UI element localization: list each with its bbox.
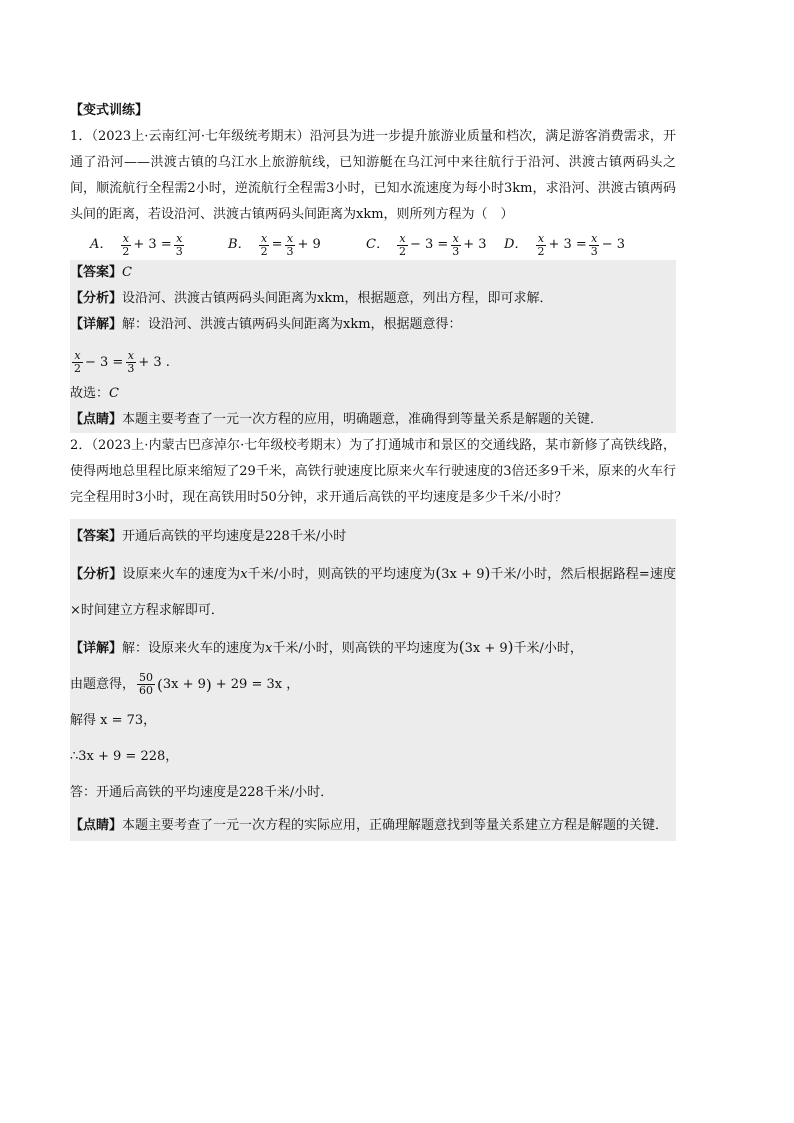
operator: + 9 [297, 237, 321, 252]
q1-comment: 【点睛】本题主要考查了一元一次方程的应用，明确题意，准确得到等量关系是解题的关键． [70, 411, 604, 427]
operator: + 3 = [133, 237, 172, 252]
option-letter: C． [366, 237, 389, 252]
fraction: $\frac{x}{2}$ [260, 231, 268, 258]
fraction: $\frac{x}{2}$ [122, 231, 130, 258]
fraction: $\frac{50}{60}$ [139, 671, 154, 697]
q2-therefore: ∴3x + 9 = 228， [70, 748, 179, 764]
section-title: 【变式训练】 [70, 103, 149, 118]
q1-option-d [504, 230, 642, 260]
option-letter: B． [228, 237, 251, 252]
option-letter: A． [90, 237, 113, 252]
q2-solve: 解得 x = 73， [70, 712, 157, 728]
operator: − 3 = [409, 237, 449, 252]
q2-analysis: 【分析】设原来火车的速度为x千米/小时，则高铁的平均速度为(3x + 9)千米/小时，然后根据路程=速度×时间建立方程求解即可． [70, 563, 676, 618]
q1-solution-block [70, 260, 676, 433]
q1-choose: 故选：C [70, 385, 119, 401]
fraction: $\frac{x}{3}$ [590, 231, 598, 258]
fraction: $\frac{x}{3}$ [452, 231, 460, 258]
operator: + 3 = [548, 237, 587, 252]
q1-analysis: 【分析】设沿河、洪渡古镇两码头间距离为xkm，根据题意，列出方程，即可求解． [70, 291, 553, 306]
operator: + 3 [463, 237, 487, 252]
operator: = [271, 237, 283, 252]
option-letter: D． [504, 237, 528, 252]
q1-option-c [366, 230, 504, 260]
q2-comment: 【点睛】本题主要考查了一元一次方程的实际应用，正确理解题意找到等量关系建立方程是解题的关键． [70, 817, 669, 833]
fraction: $\frac{x}{3}$ [175, 231, 183, 258]
operator: + 3 . [138, 354, 170, 370]
fraction: $\frac{x}{2}$ [537, 231, 545, 258]
content-area [70, 98, 676, 841]
q1-detail: 【详解】解：设沿河、洪渡古镇两码头间距离为xkm，根据题意得： [70, 317, 462, 332]
q2-solution-block [70, 519, 676, 841]
fraction: $\frac{x}{3}$ [127, 349, 135, 375]
q2-final: 答：开通后高铁的平均速度是228千米/小时． [70, 784, 334, 800]
fraction: $\frac{x}{2}$ [398, 231, 406, 258]
q2-answer: 【答案】开通后高铁的平均速度是228千米/小时 [70, 528, 347, 544]
q2-detail: 【详解】解：设原来火车的速度为x千米/小时，则高铁的平均速度为(3x + 9)千米/小时， [70, 637, 583, 656]
q1-options [70, 230, 676, 260]
fraction: $\frac{x}{2}$ [74, 349, 81, 375]
q1-option-a [90, 230, 228, 260]
q2-stem: 2．（2023上·内蒙古巴彦淖尔·七年级校考期末）为了打通城市和景区的交通线路，某市新修了高铁线路，使得两地总里程比原来缩短了29千米，高铁行驶速度比原来火车行驶速度的3倍还多9千米，原来的火车行完全程用时3小时，现在高铁用时50分钟，求开通后高铁的平均速度是多少千米/小时？ [70, 437, 676, 505]
q1-equation [70, 338, 676, 381]
q1-answer: 【答案】C [70, 265, 132, 280]
q1-stem: 1．（2023上·云南红河·七年级统考期末）沿河县为进一步提升旅游业质量和档次，满足游客消费需求，开通了沿河——洪渡古镇的乌江水上旅游航线，已知游艇在乌江河中来往航行于沿河、洪渡古镇两码头之间，顺流航行全程需2小时，逆流航行全程需3小时，已知水流速度为每小时3km，求沿河、洪渡古镇两码头间的距离，若设沿河、洪渡古镇两码头间距离为xkm，则所列方程为（ ） [70, 129, 676, 222]
fraction: $\frac{x}{3}$ [286, 231, 294, 258]
operator: − 3 = [85, 354, 124, 370]
q2-equation: 由题意得， $\frac{50}{60}$ ( 3x + 9 ) + 29 = 3x ， [70, 671, 300, 697]
operator: − 3 [601, 237, 626, 252]
q1-option-b [228, 230, 366, 260]
